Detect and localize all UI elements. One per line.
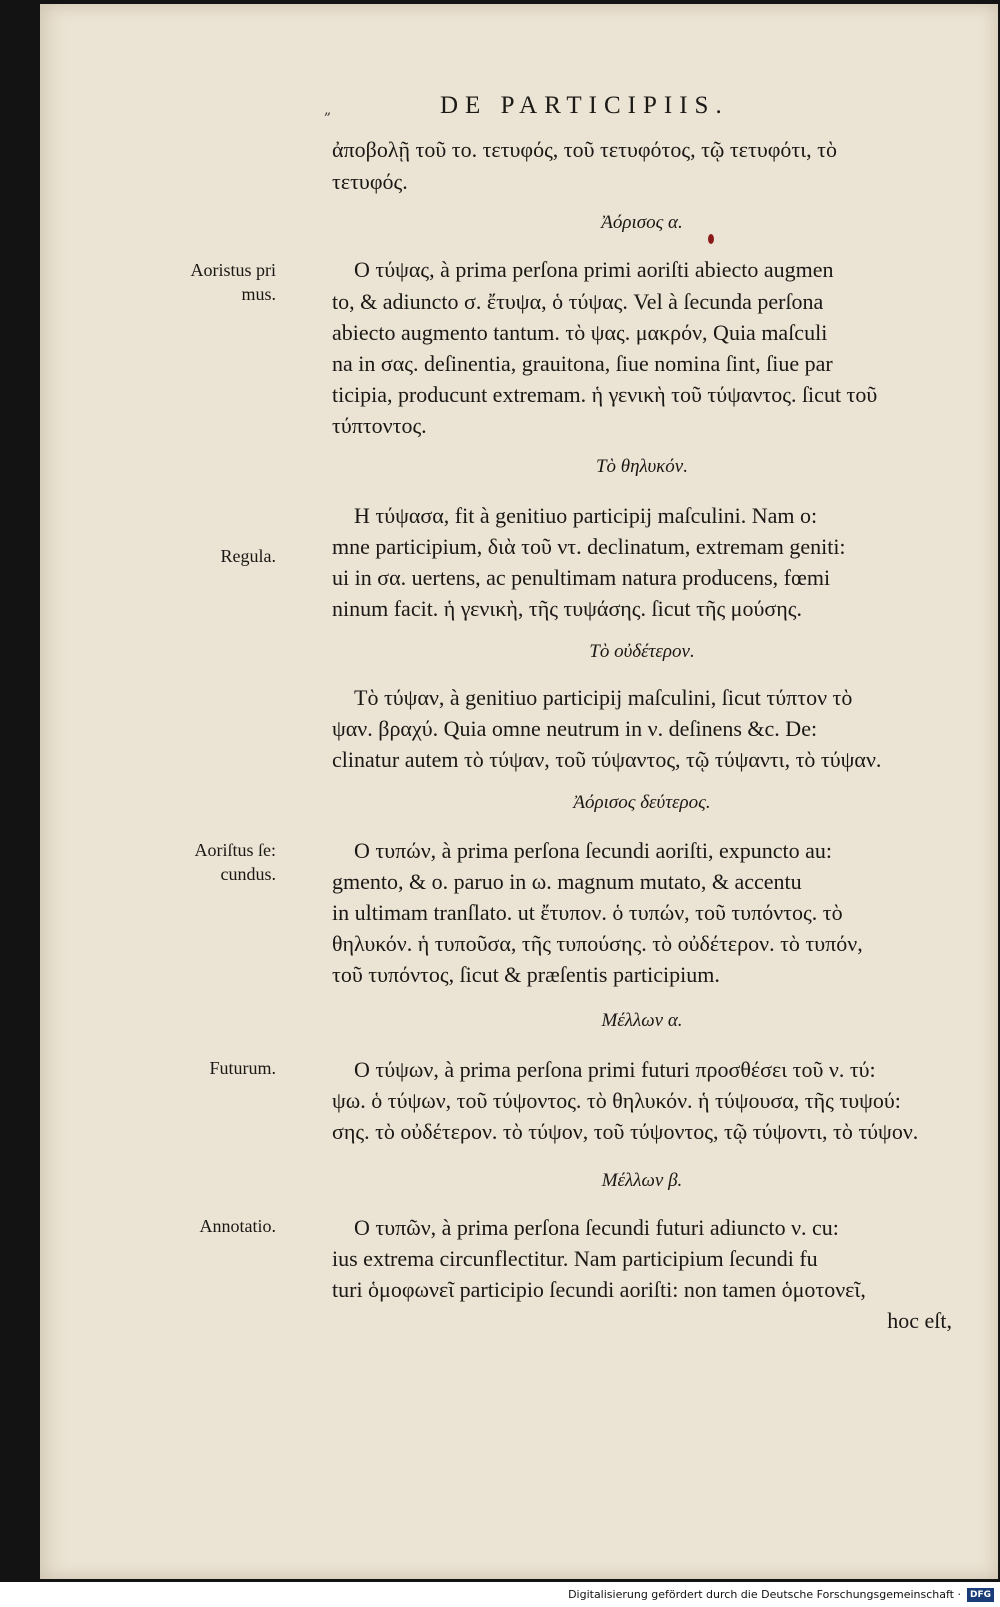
text-line: to, & adiuncto σ. ἔτυψα, ὁ τύψας. Vel à ſecunda perſona bbox=[332, 289, 824, 314]
text-line: ninum facit. ἡ γενικὴ, τῆς τυψάσης. ſicut τῆς μούσης. bbox=[332, 596, 802, 621]
text-line: ψαν. βραχύ. Quia omne neutrum in ν. deſinens &c. De: bbox=[332, 716, 818, 741]
section-heading: Τὸ οὐδέτερον. bbox=[589, 641, 695, 662]
text-line: gmento, & ο. paruo in ω. magnum mutato, & accentu bbox=[332, 869, 802, 894]
text-line: turi ὁμοφωνεῖ participio ſecundi aoriſti: non tamen ὁμοτονεῖ, bbox=[332, 1277, 866, 1302]
page-mark: „ bbox=[324, 102, 332, 118]
text-line: τύπτοντος. bbox=[332, 413, 427, 438]
section-heading: Μέλλων α. bbox=[601, 1010, 683, 1031]
text-line: ius extrema circunflectitur. Nam participium ſecundi fu bbox=[332, 1246, 818, 1271]
text-line: O τυπῶν, à prima perſona ſecundi futuri adiuncto ν. cu: bbox=[354, 1215, 839, 1240]
text-line: O τύψας, à prima perſona primi aoriſti abiecto augmen bbox=[354, 257, 834, 282]
text-line: in ultimam tranſlato. ut ἔτυπον. ὁ τυπών, τοῦ τυπόντος. τὸ bbox=[332, 900, 843, 925]
running-header: DE PARTICIPIIS. bbox=[440, 92, 729, 119]
text-line: O τυπών, à prima perſona ſecundi aoriſti, expuncto au: bbox=[354, 838, 833, 863]
section-heading: Ἀόρισος α. bbox=[601, 212, 683, 233]
text-line: σης. τὸ οὐδέτερον. τὸ τύψον, τοῦ τύψοντος, τῷ τύψοντι, τὸ τύψον. bbox=[332, 1119, 919, 1144]
text-line: ticipia, producunt extremam. ἡ γενικὴ τοῦ τύψαντος. ſicut τοῦ bbox=[332, 382, 878, 407]
text-line: Tὸ τύψαν, à genitiuo participij maſculini, ſicut τύπτον τὸ bbox=[354, 685, 853, 710]
margin-note: Regula. bbox=[220, 546, 276, 566]
text-line: mne participium, διὰ τοῦ ντ. declinatum, extremam geniti: bbox=[332, 534, 846, 559]
margin-note: Aoristus pri bbox=[190, 260, 276, 280]
section-heading: Τὸ θηλυκόν. bbox=[595, 456, 688, 477]
margin-note: Annotatio. bbox=[199, 1216, 276, 1236]
section-heading: Ἀόρισος δεύτερος. bbox=[573, 792, 711, 813]
margin-note: cundus. bbox=[220, 864, 276, 884]
margin-note: Aoriſtus ſe: bbox=[194, 840, 276, 860]
text-line: ἀποβολῇ τοῦ το. τετυφός, τοῦ τετυφότος, τῷ τετυφότι, τὸ bbox=[332, 137, 838, 162]
text-line: O τύψων, à prima perſona primi futuri προσθέσει τοῦ ν. τύ: bbox=[354, 1057, 876, 1082]
margin-note: Futurum. bbox=[209, 1058, 276, 1078]
text-line: θηλυκόν. ἡ τυποῦσα, τῆς τυπούσης. τὸ οὐδέτερον. τὸ τυπόν, bbox=[332, 931, 863, 956]
margin-note: mus. bbox=[241, 284, 276, 304]
digitization-footer bbox=[0, 1582, 1000, 1607]
text-line: τετυφός. bbox=[332, 169, 408, 194]
text-line: H τύψασα, fit à genitiuo participij maſculini. Nam o: bbox=[354, 503, 818, 528]
footer-text: Digitalisierung gefördert durch die Deutsche Forschungsgemeinschaft · bbox=[568, 1588, 961, 1601]
text-line: hoc eſt, bbox=[887, 1308, 952, 1333]
text-line: τοῦ τυπόντος, ſicut & præſentis participium. bbox=[332, 962, 720, 987]
text-line: abiecto augmento tantum. τὸ ψας. μακρόν, Quia maſculi bbox=[332, 320, 828, 345]
text-line: clinatur autem τὸ τύψαν, τοῦ τύψαντος, τῷ τύψαντι, τὸ τύψαν. bbox=[332, 747, 882, 772]
section-heading: Μέλλων β. bbox=[601, 1170, 683, 1191]
text-line: ui in σα. uertens, ac penultimam natura producens, fœmi bbox=[332, 565, 831, 590]
text-line: na in σας. deſinentia, grauitona, ſiue nomina ſint, ſiue par bbox=[332, 351, 833, 376]
dfg-logo: DFG bbox=[967, 1588, 994, 1602]
book-page bbox=[40, 4, 998, 1579]
text-line: ψω. ὁ τύψων, τοῦ τύψοντος. τὸ θηλυκόν. ἡ τύψουσα, τῆς τυψού: bbox=[332, 1088, 901, 1113]
